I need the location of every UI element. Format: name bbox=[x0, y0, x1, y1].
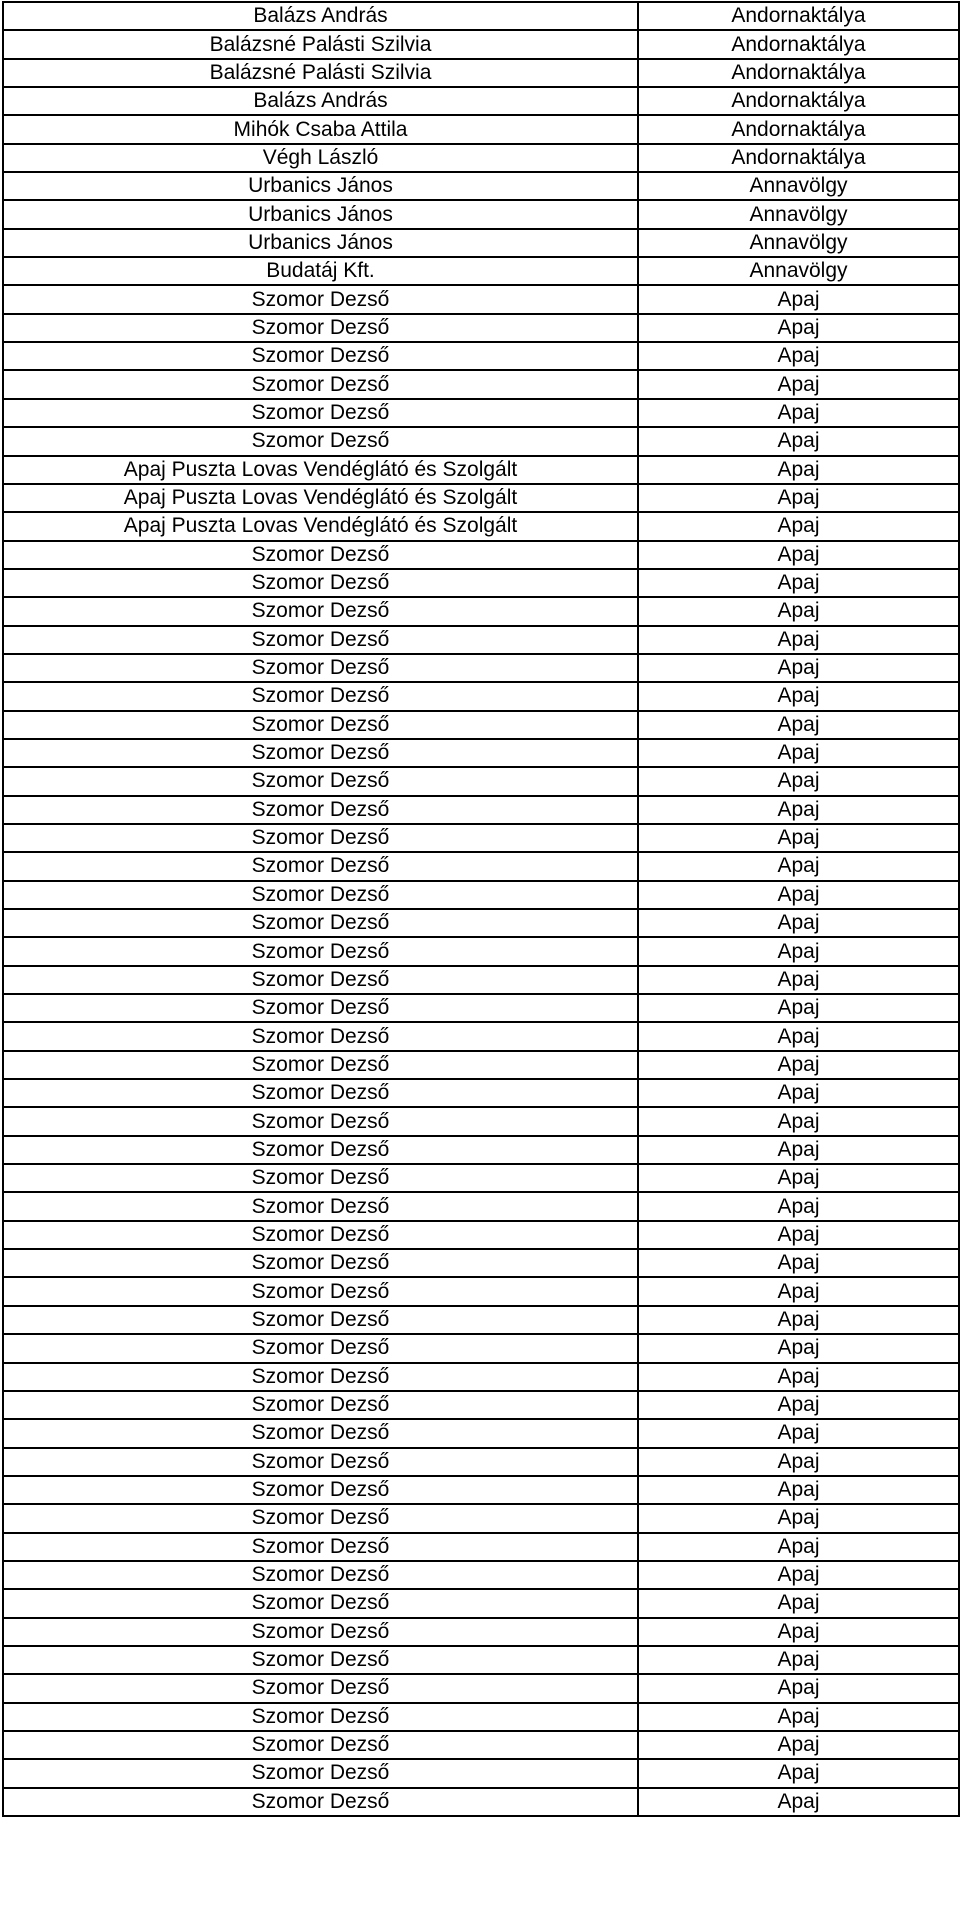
owner-name-cell: Szomor Dezső bbox=[3, 1107, 638, 1135]
table-row bbox=[3, 1419, 959, 1447]
table-row bbox=[3, 1618, 959, 1646]
table-row bbox=[3, 1022, 959, 1050]
owner-name-cell: Szomor Dezső bbox=[3, 1646, 638, 1674]
owner-name-cell: Szomor Dezső bbox=[3, 767, 638, 795]
table-row bbox=[3, 1079, 959, 1107]
settlement-cell: Apaj bbox=[638, 1249, 959, 1277]
owner-name-cell: Szomor Dezső bbox=[3, 1476, 638, 1504]
settlement-cell: Apaj bbox=[638, 1561, 959, 1589]
owner-name-cell: Szomor Dezső bbox=[3, 1306, 638, 1334]
table-row bbox=[3, 682, 959, 710]
settlement-cell: Apaj bbox=[638, 767, 959, 795]
owner-name-cell: Szomor Dezső bbox=[3, 1589, 638, 1617]
settlement-cell: Apaj bbox=[638, 1759, 959, 1787]
table-row bbox=[3, 711, 959, 739]
owner-name-cell: Szomor Dezső bbox=[3, 541, 638, 569]
data-table bbox=[2, 1, 960, 1817]
settlement-cell: Apaj bbox=[638, 1731, 959, 1759]
table-body bbox=[3, 2, 959, 1816]
settlement-cell: Apaj bbox=[638, 456, 959, 484]
settlement-cell: Andornaktálya bbox=[638, 115, 959, 143]
table-row bbox=[3, 370, 959, 398]
table-row bbox=[3, 626, 959, 654]
settlement-cell: Apaj bbox=[638, 1192, 959, 1220]
owner-name-cell: Szomor Dezső bbox=[3, 1419, 638, 1447]
owner-name-cell: Szomor Dezső bbox=[3, 1192, 638, 1220]
owner-name-cell: Szomor Dezső bbox=[3, 994, 638, 1022]
table-row bbox=[3, 767, 959, 795]
settlement-cell: Andornaktálya bbox=[638, 59, 959, 87]
owner-name-cell: Szomor Dezső bbox=[3, 1164, 638, 1192]
settlement-cell: Annavölgy bbox=[638, 200, 959, 228]
settlement-cell: Annavölgy bbox=[638, 229, 959, 257]
settlement-cell: Apaj bbox=[638, 1022, 959, 1050]
settlement-cell: Apaj bbox=[638, 796, 959, 824]
settlement-cell: Apaj bbox=[638, 1363, 959, 1391]
owner-name-cell: Szomor Dezső bbox=[3, 1618, 638, 1646]
owner-name-cell: Szomor Dezső bbox=[3, 1051, 638, 1079]
table-row bbox=[3, 427, 959, 455]
owner-name-cell: Balázs András bbox=[3, 87, 638, 115]
table-row bbox=[3, 1703, 959, 1731]
table-row bbox=[3, 966, 959, 994]
owner-name-cell: Szomor Dezső bbox=[3, 1079, 638, 1107]
settlement-cell: Apaj bbox=[638, 1051, 959, 1079]
settlement-cell: Apaj bbox=[638, 1533, 959, 1561]
owner-name-cell: Szomor Dezső bbox=[3, 342, 638, 370]
owner-name-cell: Szomor Dezső bbox=[3, 1221, 638, 1249]
table-row bbox=[3, 399, 959, 427]
settlement-cell: Apaj bbox=[638, 569, 959, 597]
owner-name-cell: Szomor Dezső bbox=[3, 824, 638, 852]
table-row bbox=[3, 1391, 959, 1419]
owner-name-cell: Szomor Dezső bbox=[3, 682, 638, 710]
table-row bbox=[3, 937, 959, 965]
table-row bbox=[3, 654, 959, 682]
table-row bbox=[3, 739, 959, 767]
owner-name-cell: Szomor Dezső bbox=[3, 654, 638, 682]
owner-name-cell: Szomor Dezső bbox=[3, 1759, 638, 1787]
owner-name-cell: Szomor Dezső bbox=[3, 1561, 638, 1589]
settlement-cell: Apaj bbox=[638, 1079, 959, 1107]
table-row bbox=[3, 456, 959, 484]
owner-name-cell: Szomor Dezső bbox=[3, 399, 638, 427]
table-row bbox=[3, 1221, 959, 1249]
table-row bbox=[3, 1788, 959, 1816]
table-row bbox=[3, 144, 959, 172]
table-row bbox=[3, 59, 959, 87]
settlement-cell: Apaj bbox=[638, 541, 959, 569]
owner-name-cell: Apaj Puszta Lovas Vendéglátó és Szolgált bbox=[3, 484, 638, 512]
owner-name-cell: Szomor Dezső bbox=[3, 597, 638, 625]
table-row bbox=[3, 1448, 959, 1476]
owner-name-cell: Szomor Dezső bbox=[3, 711, 638, 739]
owner-name-cell: Szomor Dezső bbox=[3, 1022, 638, 1050]
owner-name-cell: Szomor Dezső bbox=[3, 739, 638, 767]
owner-name-cell: Urbanics János bbox=[3, 229, 638, 257]
owner-name-cell: Apaj Puszta Lovas Vendéglátó és Szolgált bbox=[3, 512, 638, 540]
table-row bbox=[3, 1476, 959, 1504]
table-row bbox=[3, 1731, 959, 1759]
settlement-cell: Apaj bbox=[638, 370, 959, 398]
settlement-cell: Apaj bbox=[638, 342, 959, 370]
settlement-cell: Apaj bbox=[638, 1646, 959, 1674]
owner-name-cell: Szomor Dezső bbox=[3, 626, 638, 654]
settlement-cell: Apaj bbox=[638, 484, 959, 512]
table-row bbox=[3, 1164, 959, 1192]
settlement-cell: Andornaktálya bbox=[638, 144, 959, 172]
table-row bbox=[3, 909, 959, 937]
settlement-cell: Andornaktálya bbox=[638, 87, 959, 115]
owner-name-cell: Balázsné Palásti Szilvia bbox=[3, 59, 638, 87]
owner-name-cell: Szomor Dezső bbox=[3, 1136, 638, 1164]
owner-name-cell: Szomor Dezső bbox=[3, 796, 638, 824]
owner-name-cell: Urbanics János bbox=[3, 172, 638, 200]
settlement-cell: Apaj bbox=[638, 937, 959, 965]
settlement-cell: Apaj bbox=[638, 852, 959, 880]
table-row bbox=[3, 2, 959, 30]
owner-name-cell: Szomor Dezső bbox=[3, 1334, 638, 1362]
owner-name-cell: Szomor Dezső bbox=[3, 1448, 638, 1476]
table-row bbox=[3, 285, 959, 313]
settlement-cell: Apaj bbox=[638, 399, 959, 427]
table-row bbox=[3, 1334, 959, 1362]
table-row bbox=[3, 824, 959, 852]
table-row bbox=[3, 512, 959, 540]
settlement-cell: Apaj bbox=[638, 966, 959, 994]
settlement-cell: Apaj bbox=[638, 682, 959, 710]
owner-name-cell: Szomor Dezső bbox=[3, 1731, 638, 1759]
table-row bbox=[3, 1306, 959, 1334]
owner-name-cell: Szomor Dezső bbox=[3, 909, 638, 937]
settlement-cell: Apaj bbox=[638, 626, 959, 654]
settlement-cell: Apaj bbox=[638, 1589, 959, 1617]
settlement-cell: Apaj bbox=[638, 711, 959, 739]
settlement-cell: Apaj bbox=[638, 427, 959, 455]
table-row bbox=[3, 115, 959, 143]
table-row bbox=[3, 200, 959, 228]
settlement-cell: Annavölgy bbox=[638, 172, 959, 200]
table-row bbox=[3, 1249, 959, 1277]
table-row bbox=[3, 1504, 959, 1532]
settlement-cell: Apaj bbox=[638, 1164, 959, 1192]
table-row bbox=[3, 314, 959, 342]
settlement-cell: Apaj bbox=[638, 1788, 959, 1816]
table-row bbox=[3, 172, 959, 200]
owner-name-cell: Szomor Dezső bbox=[3, 1788, 638, 1816]
owner-name-cell: Szomor Dezső bbox=[3, 285, 638, 313]
table-row bbox=[3, 1533, 959, 1561]
settlement-cell: Apaj bbox=[638, 1419, 959, 1447]
settlement-cell: Apaj bbox=[638, 1334, 959, 1362]
settlement-cell: Apaj bbox=[638, 1107, 959, 1135]
owner-name-cell: Budatáj Kft. bbox=[3, 257, 638, 285]
owner-name-cell: Urbanics János bbox=[3, 200, 638, 228]
settlement-cell: Apaj bbox=[638, 512, 959, 540]
owner-name-cell: Végh László bbox=[3, 144, 638, 172]
table-row bbox=[3, 796, 959, 824]
owner-name-cell: Szomor Dezső bbox=[3, 1703, 638, 1731]
settlement-cell: Apaj bbox=[638, 654, 959, 682]
owner-name-cell: Mihók Csaba Attila bbox=[3, 115, 638, 143]
owner-name-cell: Szomor Dezső bbox=[3, 1533, 638, 1561]
table-row bbox=[3, 881, 959, 909]
owner-name-cell: Szomor Dezső bbox=[3, 370, 638, 398]
table-row bbox=[3, 229, 959, 257]
settlement-cell: Annavölgy bbox=[638, 257, 959, 285]
table-row bbox=[3, 342, 959, 370]
table-row bbox=[3, 1107, 959, 1135]
owner-name-cell: Szomor Dezső bbox=[3, 1249, 638, 1277]
table-row bbox=[3, 30, 959, 58]
table-row bbox=[3, 1759, 959, 1787]
table-row bbox=[3, 569, 959, 597]
table-row bbox=[3, 1363, 959, 1391]
settlement-cell: Apaj bbox=[638, 909, 959, 937]
table-row bbox=[3, 1589, 959, 1617]
settlement-cell: Apaj bbox=[638, 824, 959, 852]
owner-name-cell: Szomor Dezső bbox=[3, 966, 638, 994]
owner-name-cell: Szomor Dezső bbox=[3, 1504, 638, 1532]
settlement-cell: Andornaktálya bbox=[638, 30, 959, 58]
settlement-cell: Apaj bbox=[638, 1504, 959, 1532]
table-row bbox=[3, 541, 959, 569]
settlement-cell: Apaj bbox=[638, 1221, 959, 1249]
settlement-cell: Apaj bbox=[638, 1476, 959, 1504]
settlement-cell: Apaj bbox=[638, 1306, 959, 1334]
owner-name-cell: Szomor Dezső bbox=[3, 427, 638, 455]
owner-name-cell: Szomor Dezső bbox=[3, 852, 638, 880]
owner-name-cell: Balázsné Palásti Szilvia bbox=[3, 30, 638, 58]
table-row bbox=[3, 257, 959, 285]
settlement-cell: Apaj bbox=[638, 1703, 959, 1731]
owner-name-cell: Szomor Dezső bbox=[3, 1391, 638, 1419]
settlement-cell: Apaj bbox=[638, 881, 959, 909]
settlement-cell: Apaj bbox=[638, 739, 959, 767]
settlement-cell: Apaj bbox=[638, 1391, 959, 1419]
owner-name-cell: Szomor Dezső bbox=[3, 1363, 638, 1391]
owner-name-cell: Szomor Dezső bbox=[3, 1277, 638, 1305]
table-row bbox=[3, 1646, 959, 1674]
table-row bbox=[3, 1136, 959, 1164]
settlement-cell: Apaj bbox=[638, 1136, 959, 1164]
owner-name-cell: Balázs András bbox=[3, 2, 638, 30]
table-row bbox=[3, 1277, 959, 1305]
settlement-cell: Apaj bbox=[638, 1277, 959, 1305]
owner-name-cell: Apaj Puszta Lovas Vendéglátó és Szolgált bbox=[3, 456, 638, 484]
owner-name-cell: Szomor Dezső bbox=[3, 937, 638, 965]
owner-name-cell: Szomor Dezső bbox=[3, 881, 638, 909]
settlement-cell: Andornaktálya bbox=[638, 2, 959, 30]
table-row bbox=[3, 1674, 959, 1702]
settlement-cell: Apaj bbox=[638, 314, 959, 342]
owner-name-cell: Szomor Dezső bbox=[3, 314, 638, 342]
owner-name-cell: Szomor Dezső bbox=[3, 569, 638, 597]
table-row bbox=[3, 597, 959, 625]
settlement-cell: Apaj bbox=[638, 285, 959, 313]
settlement-cell: Apaj bbox=[638, 1674, 959, 1702]
table-row bbox=[3, 1192, 959, 1220]
table-row bbox=[3, 852, 959, 880]
table-row bbox=[3, 87, 959, 115]
table-row bbox=[3, 994, 959, 1022]
settlement-cell: Apaj bbox=[638, 1448, 959, 1476]
settlement-cell: Apaj bbox=[638, 994, 959, 1022]
table-row bbox=[3, 484, 959, 512]
settlement-cell: Apaj bbox=[638, 1618, 959, 1646]
settlement-cell: Apaj bbox=[638, 597, 959, 625]
owner-name-cell: Szomor Dezső bbox=[3, 1674, 638, 1702]
table-row bbox=[3, 1051, 959, 1079]
table-row bbox=[3, 1561, 959, 1589]
